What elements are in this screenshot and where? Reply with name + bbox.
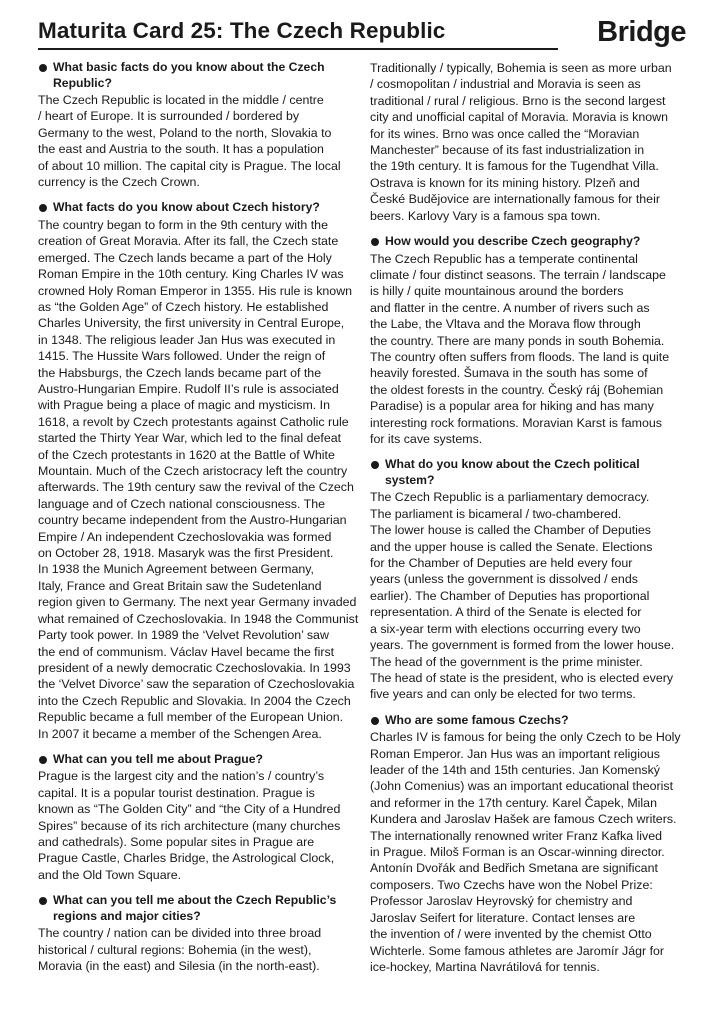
answer-text xyxy=(38,925,360,974)
answer-line: The country / nation can be divided into three broad xyxy=(38,926,322,941)
answer-line: creation of Great Moravia. After its fall, the Czech state xyxy=(38,234,339,249)
answer-line: (John Comenius) was an important educational theorist xyxy=(370,779,674,794)
answer-line: Germany to the west, Poland to the north, Slovakia to xyxy=(38,125,332,140)
answer-line: composers. Two Czechs have won the Nobel Prize: xyxy=(370,877,653,892)
answer-line: is hilly / quite mountainous around the borders xyxy=(370,284,624,299)
answer-line: The Czech Republic is a parliamentary democracy. xyxy=(370,490,650,505)
answer-line: on October 28, 1918. Masaryk was the first President. xyxy=(38,546,334,561)
answer-line: Antonín Dvořák and Bedřich Smetana are significant xyxy=(370,861,658,876)
answer-line: beers. Karlovy Vary is a famous spa town. xyxy=(370,208,601,223)
answer-line: the oldest forests in the country. Český ráj (Bohemian xyxy=(370,382,664,397)
answer-line: Manchester” because of its fast industrialization in xyxy=(370,143,645,158)
question-heading: What facts do you know about Czech history? xyxy=(38,200,360,216)
answer-line: for its cave systems. xyxy=(370,432,483,447)
answer-line: leader of the 14th and 15th centuries. Jan Komenský xyxy=(370,763,660,778)
answer-line: language and of Czech national consciousness. The xyxy=(38,496,326,511)
answer-text xyxy=(38,217,360,742)
answer-line: In 1938 the Munich Agreement between Germany, xyxy=(38,562,314,577)
answer-line: Empire / An independent Czechoslovakia was formed xyxy=(38,529,332,544)
answer-line: traditional / rural / religious. Brno is the second largest xyxy=(370,93,666,108)
answer-line: the east and Austria to the south. It has a population xyxy=(38,142,324,157)
answer-line: the Habsburgs, the Czech lands became part of the xyxy=(38,365,322,380)
answer-line: Professor Jaroslav Heyrovský for chemistry and xyxy=(370,894,633,909)
question-heading: Who are some famous Czechs? xyxy=(370,713,692,729)
answer-line: and reformer in the 17th century. Karel Čapek, Milan xyxy=(370,795,657,810)
answer-line: heavily forested. Šumava in the south has some of xyxy=(370,366,648,381)
qa-section xyxy=(370,234,692,447)
answer-line: The Czech Republic is located in the middle / centre xyxy=(38,93,324,107)
answer-line: known as “The Golden City” and “the City of a Hundred xyxy=(38,802,341,817)
answer-line: capital. It is a popular tourist destination. Prague is xyxy=(38,785,315,800)
answer-line: the invention of / were invented by the chemist Otto xyxy=(370,927,652,942)
answer-line: and the upper house is called the Senate. Elections xyxy=(370,539,653,554)
answer-line: Charles University, the first university in Central Europe, xyxy=(38,316,345,331)
answer-line: the end of communism. Václav Havel became the first xyxy=(38,644,335,659)
answer-line: Kundera and Jaroslav Hašek are famous Czech writers. xyxy=(370,812,677,827)
qa-section xyxy=(38,200,360,742)
answer-text xyxy=(38,92,360,190)
qa-section xyxy=(370,457,692,702)
answer-line: started the Thirty Year War, which led to the final defeat xyxy=(38,431,342,446)
answer-line: into the Czech Republic and Slovakia. In 2004 the Czech xyxy=(38,693,351,708)
answer-line: Traditionally / typically, Bohemia is seen as more urban xyxy=(370,61,672,75)
answer-line: Republic became a full member of the European Union. xyxy=(38,710,344,725)
answer-line: region given to Germany. The next year Germany invaded xyxy=(38,595,357,610)
answer-line: The head of the government is the prime minister. xyxy=(370,654,643,669)
header xyxy=(38,16,686,56)
answer-line: Austro-Hungarian Empire. Rudolf II’s rule is associated xyxy=(38,382,339,396)
answer-line: The lower house is called the Chamber of Deputies xyxy=(370,523,652,538)
answer-line: Paradise) is a popular area for hiking and has many xyxy=(370,399,654,414)
answer-line: Jaroslav Seifert for literature. Contact lenses are xyxy=(370,910,636,925)
answer-line: for the Chamber of Deputies are held every four xyxy=(370,556,633,571)
answer-line: the ‘Velvet Divorce’ saw the separation of Czechoslovakia xyxy=(38,677,355,692)
answer-text xyxy=(38,768,360,883)
answer-line: Roman Empire in the 10th century. King Charles IV was xyxy=(38,267,344,282)
answer-line: The parliament is bicameral / two-chambered. xyxy=(370,506,622,521)
question-heading: How would you describe Czech geography? xyxy=(370,234,692,250)
page-title: Maturita Card 25: The Czech Republic xyxy=(38,18,446,43)
answer-line: Ostrava is known for its mining history. Plzeň and xyxy=(370,175,640,190)
answer-line: historical / cultural regions: Bohemia (in the west), xyxy=(38,942,312,957)
answer-line: The country often suffers from floods. The land is quite xyxy=(370,350,670,364)
answer-line: Roman Emperor. Jan Hus was an important religious xyxy=(370,746,660,761)
answer-line: Charles IV is famous for being the only Czech to be Holy xyxy=(370,730,681,745)
answer-text xyxy=(370,251,692,448)
answer-line: interesting rock formations. Moravian Karst is famous xyxy=(370,415,662,430)
answer-line: 1415. The Hussite Wars followed. Under the reign of xyxy=(38,349,326,364)
question-heading: What basic facts do you know about the Czech Republic? xyxy=(38,60,360,91)
answer-line: what remained of Czechoslovakia. In 1948 the Communist xyxy=(38,611,359,626)
qa-section xyxy=(38,60,360,190)
answer-line: emerged. The Czech lands became a part of the Holy xyxy=(38,250,332,265)
answer-line: of about 10 million. The capital city is Prague. The local xyxy=(38,158,341,173)
question-heading: What can you tell me about the Czech Republic’s regions and major cities? xyxy=(38,893,360,924)
answer-line: in 1348. The religious leader Jan Hus was executed in xyxy=(38,332,336,347)
answer-line: climate / four distinct seasons. The terrain / landscape xyxy=(370,267,666,282)
title-underline xyxy=(38,48,558,50)
qa-section xyxy=(38,752,360,883)
answer-line: for its wines. Brno was once called the “Moravian xyxy=(370,126,640,141)
answer-text xyxy=(370,729,692,975)
answer-line: and cathedrals). Some popular sites in Prague are xyxy=(38,835,315,850)
right-column xyxy=(370,60,692,985)
answer-line: representation. A third of the Senate is elected for xyxy=(370,605,642,620)
answer-line: The internationally renowned writer Franz Kafka lived xyxy=(370,828,663,843)
answer-line: Prague is the largest city and the nation’s / country’s xyxy=(38,769,325,784)
answer-line: and flatter in the centre. A number of rivers such as xyxy=(370,300,650,315)
answer-line: Party took power. In 1989 the ‘Velvet Revolution’ saw xyxy=(38,628,329,643)
answer-line: Italy, France and Great Britain saw the Sudetenland xyxy=(38,578,322,593)
answer-line: of the Czech protestants in 1620 at the Battle of White xyxy=(38,447,335,462)
answer-line: the country. There are many ponds in south Bohemia. xyxy=(370,333,665,348)
answer-line: years. The government is formed from the lower house. xyxy=(370,638,675,653)
answer-line: / cosmopolitan / industrial and Moravia is seen as xyxy=(370,77,641,92)
answer-line: a six-year term with elections occurring every two xyxy=(370,621,641,636)
qa-section xyxy=(370,713,692,976)
answer-line: Wichterle. Some famous athletes are Jaromír Jágr for xyxy=(370,943,665,958)
answer-line: ice-hockey, Martina Navrátilová for tennis. xyxy=(370,959,600,974)
answer-line: president of a newly democratic Czechoslovakia. In 1993 xyxy=(38,660,351,675)
answer-line: České Budějovice are internationally famous for their xyxy=(370,192,660,207)
answer-line: and the Old Town Square. xyxy=(38,867,182,882)
answer-line: country became independent from the Austro-Hungarian xyxy=(38,513,347,528)
qa-section xyxy=(38,893,360,974)
answer-line: in Prague. Miloš Forman is an Oscar-winning director. xyxy=(370,845,665,860)
answer-line: five years and can only be elected for two terms. xyxy=(370,687,636,702)
answer-line: crowned Holy Roman Emperor in 1355. His rule is known xyxy=(38,283,353,298)
answer-line: with Prague being a place of magic and mysticism. In xyxy=(38,398,331,413)
brand-logo: Bridge xyxy=(597,16,686,48)
continued-text xyxy=(370,60,692,224)
answer-line: The Czech Republic has a temperate continental xyxy=(370,251,638,266)
answer-line: city and unofficial capital of Moravia. Moravia is known xyxy=(370,110,668,125)
answer-line: earlier). The Chamber of Deputies has proportional xyxy=(370,588,650,603)
answer-line: Spires” because of its rich architecture (many churches xyxy=(38,818,341,833)
answer-line: years (unless the government is dissolved / ends xyxy=(370,572,638,587)
answer-text xyxy=(370,489,692,702)
answer-line: the Labe, the Vltava and the Morava flow through xyxy=(370,317,641,332)
answer-line: In 2007 it became a member of the Schengen Area. xyxy=(38,726,322,741)
question-heading: What can you tell me about Prague? xyxy=(38,752,360,768)
answer-line: Moravia (in the east) and Silesia (in the north-east). xyxy=(38,959,320,974)
answer-line: The country began to form in the 9th century with the xyxy=(38,217,328,232)
answer-line: / heart of Europe. It is surrounded / bordered by xyxy=(38,109,300,124)
answer-line: the 19th century. It is famous for the Tugendhat Villa. xyxy=(370,159,659,174)
answer-line: Prague Castle, Charles Bridge, the Astrological Clock, xyxy=(38,851,335,866)
answer-text xyxy=(370,60,692,224)
answer-line: The head of state is the president, who is elected every xyxy=(370,670,674,685)
answer-line: currency is the Czech Crown. xyxy=(38,175,200,190)
answer-line: Mountain. Much of the Czech aristocracy left the country xyxy=(38,464,348,479)
answer-line: 1618, a revolt by Czech protestants against Catholic rule xyxy=(38,414,349,429)
answer-line: as “the Golden Age” of Czech history. He established xyxy=(38,299,329,314)
answer-line: afterwards. The 19th century saw the revival of the Czech xyxy=(38,480,354,495)
question-heading: What do you know about the Czech political system? xyxy=(370,457,692,488)
left-column xyxy=(38,60,360,985)
